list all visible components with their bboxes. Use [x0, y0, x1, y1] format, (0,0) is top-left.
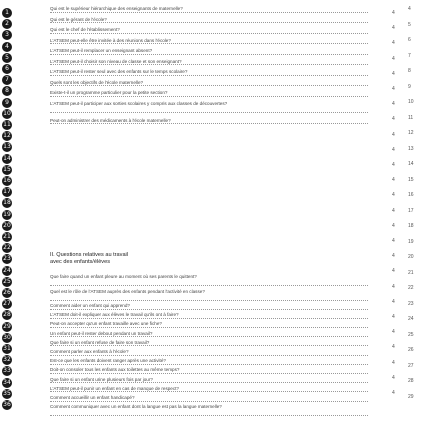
question-marker-19: 19 [3, 210, 11, 218]
page-mark: 4 [392, 222, 395, 229]
page-mark: 4 [392, 55, 395, 62]
question-row: L'ATSEM peut-il remplacer un enseignant absent? [50, 48, 368, 55]
page-number-column [404, 0, 422, 424]
question-marker-21: 21 [3, 233, 11, 240]
question-marker-31: 31 [3, 345, 11, 352]
page-number: 15 [408, 176, 414, 183]
page-mark: 4 [392, 268, 395, 275]
question-row: Peut-on administrer des médicaments à l'école maternelle? [50, 118, 368, 125]
question-row: Que faire si un enfant urine plusieurs fois par jour? [50, 377, 368, 384]
page-number: 17 [408, 207, 414, 214]
page-number: 12 [408, 130, 414, 136]
question-row: Comment parler aux enfants à l'école? [50, 349, 368, 356]
question-row: Peut-on accepter qu'un enfant travaille avec une fiche? [50, 321, 368, 328]
question-row: Quel est le rôle de l'ATSEM auprès des enfants pendant l'activité en classe? [50, 289, 368, 301]
question-row: Qui est le gérant de l'école? [50, 17, 368, 24]
question-row: L'ATSEM peut-il choisir son niveau de classe et son enseignant? [50, 59, 368, 66]
section-2-title-line1: II. Questions relatives au travail [50, 252, 129, 258]
page-number: 16 [408, 192, 414, 198]
question-row: L'ATSEM doit-il expliquer aux élèves le travail qu'ils ont à faire? [50, 312, 368, 319]
question-row: Existe-t-il un programme particulier pour la petite section? [50, 90, 368, 97]
page-mark: 4 [392, 116, 395, 123]
section-2-title-line2: avec des enfants/élèves [50, 258, 111, 265]
question-marker-20: 20 [3, 221, 11, 229]
question-marker-35: 35 [3, 389, 11, 397]
question-row: Qui est le supérieur hiérarchique des enseignants de maternelle? [50, 6, 368, 13]
question-marker-5: 5 [2, 53, 12, 63]
section-2-title [50, 252, 368, 266]
question-row: Comment aider un enfant qui apprend? [50, 303, 368, 310]
question-marker-24: 24 [3, 266, 11, 274]
question-marker-1: 1 [2, 8, 12, 18]
question-marker-4: 4 [2, 42, 12, 52]
question-marker-29: 29 [3, 322, 11, 330]
question-marker-22: 22 [3, 244, 11, 252]
page-mark: 4 [392, 374, 395, 381]
page-mark: 4 [392, 25, 395, 32]
page-mark: 4 [392, 40, 395, 47]
page-number: 18 [408, 223, 414, 229]
question-marker-column [0, 0, 16, 424]
question-row: Doit-on consoler tous les enfants aux toilettes au même temps? [50, 367, 368, 374]
page-mark: 4 [392, 238, 395, 244]
page-mark: 4 [392, 86, 395, 92]
page-mark: 4 [392, 314, 395, 320]
page-mark: 4 [392, 192, 395, 199]
question-row: L'ATSEM peut-elle être invitée à des réunions dans l'école? [50, 38, 368, 45]
page-number: 28 [408, 378, 414, 384]
question-marker-16: 16 [3, 177, 11, 184]
question-row: Quels sont les objectifs de l'école maternelle? [50, 80, 368, 87]
question-marker-15: 15 [3, 165, 11, 173]
question-marker-7: 7 [2, 75, 12, 85]
page-mark: 4 [392, 390, 395, 396]
page-mark: 4 [392, 146, 395, 153]
page-mark: 4 [392, 177, 395, 184]
question-row: L'ATSEM peut-il participer aux sorties scolaires y compris aux classes de découvertes? [50, 101, 368, 113]
page-number: 22 [408, 285, 414, 291]
question-marker-12: 12 [3, 132, 11, 140]
question-row: Comment communiquer avec un enfant dont la langue est pas la langue maternelle? [50, 404, 368, 416]
page-number: 9 [408, 83, 411, 90]
page-mark: 4 [392, 298, 395, 305]
question-marker-27: 27 [3, 300, 11, 308]
question-marker-34: 34 [3, 378, 11, 386]
page-number: 14 [408, 161, 414, 167]
question-row: Que faire quand un enfant pleure au moment où ses parents le quittent? [50, 274, 368, 286]
question-row: Comment accueillir un enfant handicapé? [50, 395, 368, 402]
page-number: 13 [408, 145, 414, 152]
question-row: Un enfant peut-il rester debout pendant un travail? [50, 331, 368, 338]
page-number: 24 [408, 316, 414, 322]
question-row: Que faire si un enfant refuse de faire son travail? [50, 340, 368, 347]
question-marker-11: 11 [3, 121, 11, 128]
page-number: 10 [408, 99, 414, 105]
page-mark: 4 [392, 359, 395, 366]
tick-column [392, 0, 404, 424]
question-marker-10: 10 [3, 109, 11, 117]
question-marker-23: 23 [3, 255, 11, 263]
question-list [50, 0, 368, 424]
page-mark: 4 [392, 253, 395, 260]
page-number: 27 [408, 362, 414, 369]
question-marker-36: 36 [3, 401, 11, 408]
page-mark: 4 [392, 162, 395, 168]
question-marker-30: 30 [3, 333, 11, 341]
page-number: 4 [408, 6, 411, 12]
page-mark: 4 [392, 207, 395, 214]
question-marker-9: 9 [2, 98, 12, 108]
question-row: Est-ce que les enfants doivent ranger après une activité? [50, 358, 368, 365]
question-marker-18: 18 [3, 199, 11, 207]
question-marker-32: 32 [3, 356, 11, 364]
page-mark: 4 [392, 131, 395, 138]
question-row: L'ATSEM peut-il rester seul avec des enfants sur le temps scolaire? [50, 69, 368, 76]
page-number: 20 [408, 254, 414, 260]
page-number: 21 [408, 269, 414, 276]
question-marker-13: 13 [3, 143, 11, 151]
page-number: 19 [408, 238, 414, 245]
question-row: Qui est le chef de l'établissement? [50, 27, 368, 34]
page-number: 8 [408, 68, 411, 74]
question-marker-28: 28 [3, 311, 11, 319]
page-number: 26 [408, 347, 414, 353]
question-marker-2: 2 [2, 19, 12, 29]
question-marker-14: 14 [3, 154, 11, 162]
page-number: 25 [408, 331, 414, 338]
page-number: 29 [408, 393, 414, 400]
question-marker-25: 25 [3, 277, 11, 285]
question-marker-6: 6 [2, 64, 12, 74]
page-number: 7 [408, 52, 411, 59]
page-mark: 4 [392, 283, 395, 290]
page-mark: 4 [392, 70, 395, 77]
question-marker-33: 33 [3, 367, 11, 375]
question-marker-3: 3 [2, 30, 12, 40]
page-mark: 4 [392, 344, 395, 351]
page-mark: 4 [392, 101, 395, 108]
page-number: 23 [408, 300, 414, 307]
page-number: 11 [408, 114, 414, 121]
question-marker-17: 17 [3, 188, 11, 196]
question-marker-26: 26 [3, 289, 11, 296]
question-row: L'ATSEM peut-il punir un enfant en cas de manque de respect? [50, 386, 368, 393]
question-marker-8: 8 [2, 86, 12, 96]
page-number: 6 [408, 37, 411, 43]
page-mark: 4 [392, 10, 395, 16]
page-number: 5 [408, 21, 411, 28]
page-mark: 4 [392, 329, 395, 336]
